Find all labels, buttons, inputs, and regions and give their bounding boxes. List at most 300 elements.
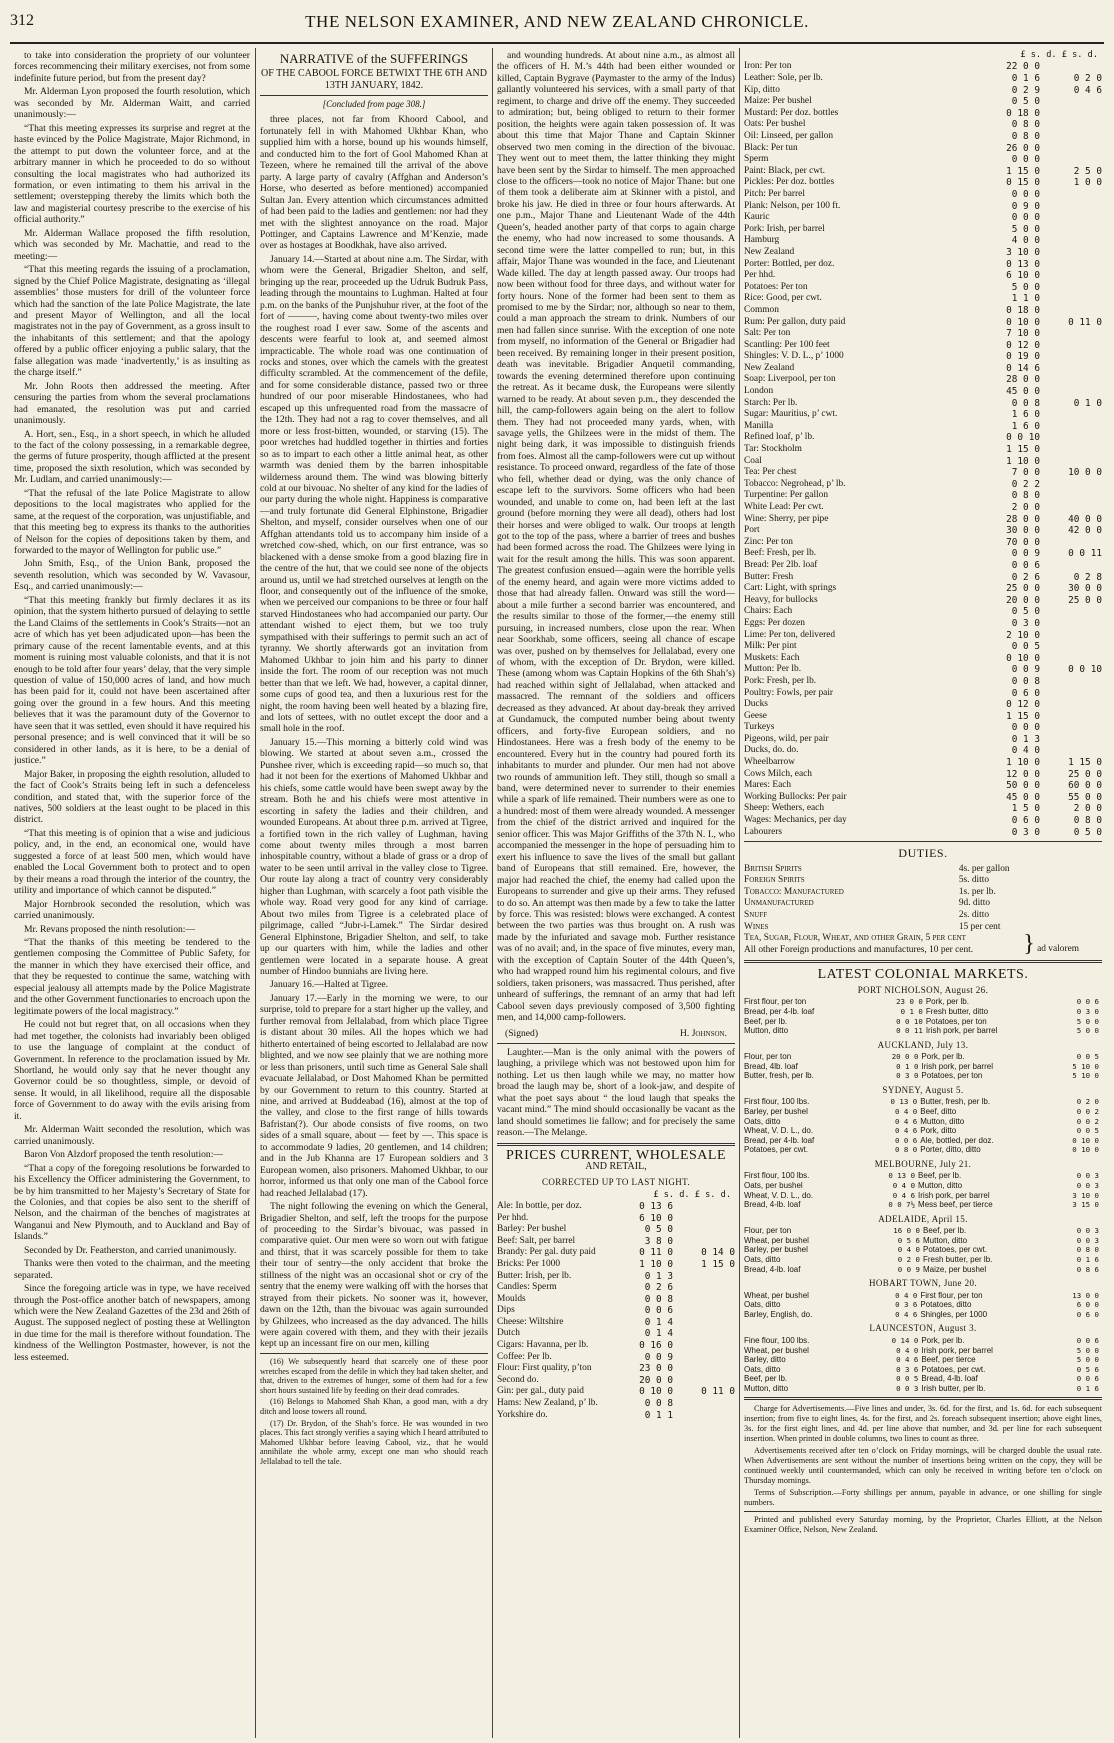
market-cell: 5 0 0 — [1076, 1345, 1099, 1355]
market-cell: 5 10 0 — [1072, 1061, 1099, 1071]
price-item: Labourers — [744, 826, 783, 837]
market-cell: 0 0 6 — [1076, 1374, 1099, 1384]
price-row — [744, 606, 1102, 618]
price-value-high — [1040, 745, 1102, 757]
market-cell: 5 0 0 — [1076, 1026, 1099, 1036]
market-row — [744, 1355, 1102, 1365]
price-value: 0 0 0 — [1011, 154, 1040, 166]
article-paragraph: John Smith, Esq., of the Union Bank, proposed the seventh resolution, which was seconded by W. Vavasour, Esq., and carried unanimously:— — [14, 558, 250, 593]
price-row — [497, 1386, 735, 1398]
price-value: 1 10 0 — [639, 1258, 673, 1270]
market-cell: 0 8 0 — [1076, 1245, 1099, 1255]
market-cell: 6 0 0 — [1076, 1300, 1099, 1310]
price-item: New Zealand — [744, 362, 795, 373]
market-cell: 23 0 0 — [896, 997, 923, 1007]
prices-title: PRICES CURRENT, WHOLESALE — [505, 1147, 727, 1163]
price-item: Pork: Fresh, per lb. — [744, 675, 817, 686]
price-row — [744, 398, 1102, 410]
price-item: Coffee: Per lb. — [497, 1351, 552, 1362]
price-row — [744, 641, 1102, 653]
price-value: 0 8 0 — [1011, 119, 1040, 131]
prices-subtitle: CORRECTED UP TO LAST NIGHT. — [541, 1177, 691, 1188]
price-item: Common — [744, 304, 779, 315]
price-row — [744, 444, 1102, 456]
price-value-high — [1040, 351, 1102, 363]
divider — [744, 1397, 1102, 1400]
market-cell: Barley, ditto — [744, 1355, 786, 1365]
market-row — [744, 1145, 1102, 1155]
price-item: Port — [744, 525, 760, 536]
price-value: 12 0 0 — [1006, 768, 1040, 780]
price-value-high — [1040, 131, 1102, 143]
market-cell: Irish pork, per barrel — [925, 1026, 998, 1036]
price-value-high — [673, 1294, 735, 1306]
price-value: 5 0 0 — [1011, 223, 1040, 235]
price-value: 0 0 8 — [644, 1398, 673, 1410]
market-cell: Potatoes, per cwt. — [923, 1245, 988, 1255]
price-row — [744, 769, 1102, 781]
price-value: 0 5 0 — [1011, 606, 1040, 618]
price-value: 0 0 9 — [1011, 664, 1040, 676]
market-cell: 0 0 5 — [896, 1374, 919, 1384]
market-row — [744, 1191, 1102, 1201]
market-cell: Bread, per 4-lb. loaf — [744, 1006, 815, 1016]
price-row — [744, 537, 1102, 549]
price-item: Milk: Per pint — [744, 641, 797, 652]
price-row — [497, 1213, 735, 1225]
duty-row — [744, 910, 1102, 922]
price-item: Rum: Per gallon, duty paid — [744, 316, 846, 327]
market-cell: 0 0 3 — [896, 1383, 919, 1393]
market-cell: Beef, per lb. — [744, 1374, 788, 1384]
price-value: 1 6 0 — [1011, 409, 1040, 421]
duty-rate: 5s. ditto — [958, 875, 990, 886]
market-cell: 0 0 6 — [894, 1135, 918, 1145]
price-item: Cheese: Wiltshire — [497, 1316, 564, 1327]
price-value: 22 0 0 — [1006, 61, 1040, 73]
price-value-high — [1040, 201, 1102, 213]
market-cell: Mutton, ditto — [923, 1235, 968, 1245]
price-value-high — [673, 1340, 735, 1352]
market-cell: 0 4 0 — [897, 1245, 920, 1255]
market-cell: First flour, 100 lbs. — [744, 1097, 810, 1107]
duty-item: Snuff — [744, 910, 768, 921]
market-cell: Pork, ditto — [920, 1126, 957, 1136]
market-cell: Fresh butter, per lb. — [923, 1255, 993, 1265]
market-cell: 0 1 6 — [1076, 1255, 1099, 1265]
market-cell: Pork, per lb. — [925, 997, 969, 1007]
footnote: (16) Belongs to Mahomed Shah Khan, a good man, with a dry ditch and loose towers all round. — [260, 1397, 488, 1416]
price-item: Rice: Good, per cwt. — [744, 293, 822, 304]
duties-title: DUTIES. — [898, 846, 948, 861]
market-row — [744, 1300, 1102, 1310]
price-value-high: 0 2 0 — [1073, 73, 1102, 85]
price-value: 23 0 0 — [639, 1363, 673, 1375]
price-value-high: 0 0 10 — [1068, 664, 1102, 676]
market-cell: Butter, fresh, per lb. — [744, 1071, 814, 1081]
market-cell: 0 3 0 — [896, 1071, 919, 1081]
duty-rate: 15 per cent — [958, 921, 1001, 932]
divider — [497, 1143, 735, 1146]
price-row — [744, 525, 1102, 537]
price-value-high: 40 0 0 — [1068, 513, 1102, 525]
price-row — [497, 1317, 735, 1329]
price-value-high — [1040, 479, 1102, 491]
price-value-high: 0 5 0 — [1073, 826, 1102, 838]
article-paragraph: Major Hornbrook seconded the resolution, which was carried unanimously. — [14, 898, 250, 922]
duty-item: Foreign Spirits — [744, 875, 805, 886]
price-item: New Zealand — [744, 246, 795, 257]
price-value-high — [1040, 119, 1102, 131]
price-row — [744, 630, 1102, 642]
price-value: 0 0 0 — [1011, 722, 1040, 734]
market-cell: Potatoes, per cwt. — [921, 1364, 986, 1374]
market-cell: Wheat, per bushel — [744, 1235, 809, 1245]
market-cell: 0 3 6 — [895, 1300, 918, 1310]
price-row — [744, 201, 1102, 213]
price-row — [744, 328, 1102, 340]
price-item: Kauric — [744, 212, 770, 223]
page-header — [0, 10, 1114, 38]
market-cell: Ale, bottled, per doz. — [920, 1135, 994, 1145]
price-row — [744, 119, 1102, 131]
duties-foreign: All other Foreign productions and manufactures, 10 per cent. — [744, 944, 974, 955]
price-value: 0 1 3 — [644, 1270, 673, 1282]
market-cell: Barley, per bushel — [744, 1245, 808, 1255]
price-item: Muskets: Each — [744, 652, 800, 663]
price-item: Shingles: V. D. L., p’ 1000 — [744, 351, 844, 362]
price-item: Scantling: Per 100 feet — [744, 339, 830, 350]
market-cell: 0 0 7½ — [888, 1200, 916, 1210]
price-row — [744, 61, 1102, 73]
price-value: 0 1 6 — [1011, 73, 1040, 85]
price-row — [744, 815, 1102, 827]
price-value-high — [1040, 630, 1102, 642]
price-value: 1 10 0 — [1006, 757, 1040, 769]
market-cell: 0 4 6 — [896, 1355, 919, 1365]
market-cell: Oats, ditto — [744, 1364, 781, 1374]
price-value: 0 2 9 — [1011, 84, 1040, 96]
price-value: 0 12 0 — [1006, 699, 1040, 711]
market-cell: 0 2 0 — [897, 1255, 920, 1265]
price-value-high — [1040, 688, 1102, 700]
price-item: Tar: Stockholm — [744, 444, 802, 455]
market-cell: 0 0 11 — [896, 1026, 923, 1036]
price-row — [744, 317, 1102, 329]
article-paragraph: “That the refusal of the late Police Magistrate to allow depositions to the local magistrates who applied for the same, at the request of the corporation, was unjustifiable, and that this meeting beg to express its thanks to the authorities of Nelson for the copies of depositions taken by them, and forwarded to the mayor of Wellington for public use.” — [14, 487, 250, 557]
price-value: 20 0 0 — [639, 1374, 673, 1386]
price-row — [744, 386, 1102, 398]
column-4 — [744, 50, 1102, 1738]
market-cell: 0 6 0 — [1076, 1309, 1099, 1319]
market-cell: 0 0 5 — [1076, 1052, 1099, 1062]
price-value-high — [673, 1410, 735, 1422]
market-table — [744, 1336, 1102, 1394]
price-value-high — [1040, 212, 1102, 224]
market-cell: 0 3 0 — [1076, 1006, 1099, 1016]
market-cell: Potatoes, per ton — [921, 1071, 983, 1081]
market-cell: Fresh butter, ditto — [925, 1006, 989, 1016]
price-row — [744, 653, 1102, 665]
price-item: Mustard: Per doz. bottles — [744, 107, 839, 118]
price-value: 1 5 0 — [1011, 803, 1040, 815]
price-value-high: 2 0 0 — [1073, 803, 1102, 815]
market-cell: 0 14 0 — [891, 1335, 919, 1345]
price-row — [744, 595, 1102, 607]
price-value: 0 0 5 — [1011, 641, 1040, 653]
market-cell: 0 10 0 — [1072, 1145, 1099, 1155]
market-cell: Bread, per 4-lb. loaf — [744, 1135, 815, 1145]
market-row — [744, 1374, 1102, 1384]
market-cell: 5 10 0 — [1072, 1071, 1099, 1081]
article-paragraph: Major Baker, in proposing the eighth resolution, alluded to the fact of Cook’s Straits being left in such a defenceless condition, and stated that, with the superior force of the natives, 500 soldiers at the least ought to be placed in this district. — [14, 768, 250, 826]
price-item: Pork: Irish, per barrel — [744, 223, 825, 234]
price-value: 3 8 0 — [644, 1235, 673, 1247]
narrative-paragraph: The night following the evening on which the General, Brigadier Shelton, and self, left the troops for the purpose of proceeding to the Sirdar’s bivouac, was passed in comparative quiet. Our men were so worn out with fatigue and thirst, that it was scarcely possible for them to take their tour of sentry—the only accident that broke the stillness of the night was an occasional shot or cry of the sentry that the enemy were walking off with the horses that strayed from their pickets. No sooner was it, however, dawn on the 12th, than the bivouac was again surrounded by Ghilzees, who increased as the day advanced. The hills were again covered with them, and they with their jezails kept up an incessant fire on our men, killing — [260, 1201, 488, 1350]
price-value-high: 1 15 0 — [1068, 757, 1102, 769]
market-cell: 13 0 0 — [1072, 1290, 1099, 1300]
price-value-high — [1040, 502, 1102, 514]
prices-currency-head: £ s. d. £ s. d. — [1020, 50, 1098, 60]
market-cell: 0 0 10 — [896, 1016, 923, 1026]
price-item: Working Bullocks: Per pair — [744, 791, 847, 802]
article-paragraph: Mr. Revans proposed the ninth resolution:— — [24, 923, 196, 935]
market-place: HOBART TOWN, June 20. — [868, 1278, 978, 1289]
market-row — [744, 1336, 1102, 1346]
duty-item: Wines — [744, 921, 769, 932]
price-item: Heavy, for bullocks — [744, 594, 818, 605]
price-value-high — [1040, 386, 1102, 398]
price-value-high: 60 0 0 — [1068, 780, 1102, 792]
market-cell: 0 0 6 — [1076, 997, 1099, 1007]
price-row — [744, 699, 1102, 711]
market-cell: 0 0 2 — [1076, 1107, 1099, 1116]
price-value: 20 0 0 — [1006, 594, 1040, 606]
market-row — [744, 1255, 1102, 1265]
price-row — [497, 1201, 735, 1213]
price-item: Potatoes: Per ton — [744, 281, 808, 292]
price-item: Coal — [744, 455, 762, 466]
market-row — [744, 1097, 1102, 1107]
price-value-high — [1040, 282, 1102, 294]
duty-rate: 2s. ditto — [958, 910, 990, 921]
price-item: Chairs: Each — [744, 606, 793, 617]
price-value: 0 15 0 — [1006, 177, 1040, 189]
footnote: (16) We subsequently heard that scarcely one of these poor wretches escaped from the defile in which they had taken shelter, and that, driven to the extremes of hunger, some of them had for a few short hours sustained life by feeding on their dead comrades. — [260, 1356, 488, 1395]
price-value-high — [1040, 490, 1102, 502]
market-cell: Mutton, ditto — [918, 1181, 963, 1191]
price-row — [744, 664, 1102, 676]
market-row — [744, 1346, 1102, 1356]
price-row — [744, 409, 1102, 421]
price-item: Lime: Per ton, delivered — [744, 629, 836, 640]
price-item: Wheelbarrow — [744, 757, 796, 768]
price-row — [744, 351, 1102, 363]
market-cell: 5 0 0 — [1076, 1355, 1099, 1365]
market-cell: Irish butter, per lb. — [921, 1383, 986, 1393]
market-row — [744, 1117, 1102, 1127]
price-value: 5 0 0 — [1011, 281, 1040, 293]
price-value: 0 5 0 — [1011, 96, 1040, 108]
price-value-high — [1040, 305, 1102, 317]
narrative-subtitle: OF THE CABOOL FORCE BETWIXT THE 6TH AND 13TH JANUARY, 1842. — [260, 68, 488, 91]
price-value-high: 10 0 0 — [1068, 467, 1102, 479]
price-row — [744, 432, 1102, 444]
market-cell: 0 0 2 — [1076, 1116, 1099, 1126]
market-cell: Flour, per ton — [744, 1052, 792, 1062]
market-row — [744, 1007, 1102, 1017]
price-value-high — [673, 1328, 735, 1340]
market-cell: 0 0 3 — [1076, 1235, 1099, 1245]
price-value-high — [673, 1224, 735, 1236]
market-row — [744, 1071, 1102, 1081]
price-item: Dips — [497, 1305, 515, 1316]
price-value-high: 42 0 0 — [1068, 525, 1102, 537]
price-value-high: 25 0 0 — [1068, 594, 1102, 606]
article-paragraph: “That a copy of the foregoing resolutions be forwarded to his Excellency the Officer administering the Government, to be by him transmitted to her Majesty’s Secretary of State for the Colonies, and that copies be also sent to the sheriff of Nelson, and the chairman of the benches of magistrates at Wanganui and New Plymouth, and to Auckland and Bay of Islands.” — [14, 1162, 250, 1243]
price-row — [497, 1271, 735, 1283]
price-value-high — [1040, 247, 1102, 259]
market-row — [744, 1200, 1102, 1210]
price-value-high — [1040, 143, 1102, 155]
price-value: 0 13 0 — [1006, 258, 1040, 270]
price-row — [497, 1328, 735, 1340]
market-cell: 5 0 0 — [1076, 1016, 1099, 1026]
market-cell: Butter, fresh, per lb. — [920, 1097, 991, 1107]
price-value: 0 0 9 — [644, 1351, 673, 1363]
prices-currency-head: £ s. d. £ s. d. — [653, 1189, 731, 1200]
price-value: 0 0 0 — [1011, 212, 1040, 224]
price-value-high — [1040, 699, 1102, 711]
price-value: 45 0 0 — [1006, 386, 1040, 398]
price-value-high — [1040, 560, 1102, 572]
market-cell: 0 4 0 — [895, 1290, 918, 1300]
price-value-high — [673, 1236, 735, 1248]
market-cell: 0 0 3 — [1076, 1181, 1099, 1191]
price-value: 0 13 6 — [639, 1200, 673, 1212]
price-row — [744, 688, 1102, 700]
price-value: 0 3 0 — [1011, 826, 1040, 838]
price-row — [744, 792, 1102, 804]
price-value: 26 0 0 — [1006, 142, 1040, 154]
market-cell: Pork, per lb. — [921, 1052, 965, 1062]
price-row — [744, 803, 1102, 815]
price-value-high — [1040, 711, 1102, 723]
price-row — [744, 270, 1102, 282]
market-cell: 0 4 0 — [894, 1107, 918, 1116]
price-row — [744, 757, 1102, 769]
market-place: PORT NICHOLSON, August 26. — [857, 984, 989, 995]
price-row — [744, 85, 1102, 97]
footnote: (17) Dr. Brydon, of the Shah’s force. He was wounded in two places. This fact strongly verifies a saying which I heard attributed to Mahomed Ukhbar before leaving Cabool, viz., that he would annihilate the whole army, except one man who should reach Jellalabad to tell the tale. — [260, 1418, 488, 1466]
duties-advalorem — [744, 933, 1102, 956]
article-paragraph: Baron Von Alzdorf proposed the tenth resolution:— — [24, 1149, 223, 1161]
price-item: Gin: per gal., duty paid — [497, 1386, 584, 1397]
price-value-high — [673, 1282, 735, 1294]
market-cell: Barley, English, do. — [744, 1309, 813, 1319]
price-value-high — [673, 1352, 735, 1364]
market-row — [744, 1062, 1102, 1072]
price-value: 0 1 3 — [1011, 733, 1040, 745]
market-cell: 0 4 6 — [895, 1309, 918, 1319]
market-row — [744, 1226, 1102, 1236]
market-cell: 0 2 0 — [1076, 1097, 1099, 1107]
article-paragraph: A. Hort, sen., Esq., in a short speech, in which he alluded to the fact of the colony possessing, in a remarkable degree, the germs of future prosperity, though afflicted at the present time, proposed the sixth resolution, which was seconded by Mr. Ludlam, and carried unanimously:— — [14, 428, 250, 486]
price-value-high — [1040, 734, 1102, 746]
price-row — [744, 560, 1102, 572]
duty-rate: 1s. per lb. — [958, 886, 996, 897]
market-cell: Irish pork, per barrel — [921, 1061, 993, 1071]
footnotes — [260, 1357, 488, 1467]
price-value-high — [673, 1305, 735, 1317]
article-paragraph: to take into consideration the propriety of our volunteer forces recommencing their military exercises, not from some indefinite future period, but from the present day? — [14, 50, 250, 84]
market-cell: Porter, ditto, ditto — [920, 1145, 981, 1155]
narrative-paragraph: January 15.—This morning a bitterly cold wind was blowing. We started at about seven a.m., crossed the Punshee river, which is exceeding rapid—so much so, that had it not been for the exertions of Mahomed Ukhbar and his chiefs, some cattle would have been swept away by the stream. Both he and his chiefs were most attentive in escorting in safety the ladies and their children, and wounded Europeans. At about three p.m. arrived at Tigree, a fortified town in the rich valley of Lughman, having come about twenty miles through a most barren inhospitable country, without a blade of grass or a drop of water to be seen until arrival in the valley close to Tigree. Our route lay along a tract of country very considerably higher than Lughman, with scarcely a foot path visible the whole way. Road very good for any kind of carriage. About two miles from Tigree is a celebrated place of pilgrimage, called “Jubr-i-Lamek.” The Sirdar desired General Elphinstone, Brigadier Shelton, and self, to take up our quarters with him, while the ladies and other gentlemen were located in a separate house. A great number of Hindoo bunniahs are living here. — [260, 736, 488, 977]
duty-rate: 9d. ditto — [958, 898, 991, 909]
price-item: Eggs: Per dozen — [744, 617, 805, 628]
price-value-high: 0 11 0 — [701, 1386, 735, 1398]
market-row — [744, 1171, 1102, 1181]
price-row — [744, 676, 1102, 688]
price-value: 0 2 6 — [644, 1282, 673, 1294]
price-row — [744, 479, 1102, 491]
signature — [505, 1028, 727, 1039]
price-item: Hams: New Zealand, p’ lb. — [497, 1398, 598, 1409]
price-value: 30 0 0 — [1006, 525, 1040, 537]
article-paragraph: Mr. Alderman Waitt seconded the resolution, which was carried unanimously. — [14, 1124, 250, 1147]
price-value: 0 10 0 — [639, 1386, 673, 1398]
price-row — [497, 1224, 735, 1236]
market-cell: 20 0 0 — [891, 1052, 919, 1062]
market-cell: 16 0 0 — [893, 1226, 920, 1236]
price-value: 7 10 0 — [1006, 328, 1040, 340]
price-value-high: 0 11 0 — [1068, 316, 1102, 328]
article-paragraph: “That the thanks of this meeting be tendered to the gentlemen composing the Committee of Public Safety, for the manner in which they have exercised their office, and that they be requested to continue the same, watching with especial jealousy all attempts made by the Police Magistrate and the other Government functionaries to encroach upon the legitimate powers of the local magistracy.” — [14, 936, 250, 1017]
laughter-item: Laughter.—Man is the only animal with the powers of laughing, a privilege which was not bestowed upon him for nothing. Let us then laugh while we may, no matter how broad the laugh may be, short of a look-jaw, and despite of what the poet says about “ the loud laugh that speaks the vacant mind.” The mind should occasionally be vacant as the land should sometimes lie fallow; and for precisely the same reason.—The Melange. — [497, 1046, 735, 1139]
price-item: Zinc: Per ton — [744, 536, 793, 547]
price-item: Flour: First quality, p’ton — [497, 1363, 592, 1374]
price-item: Second do. — [497, 1374, 539, 1385]
market-cell: First flour, 100 lbs. — [744, 1171, 810, 1181]
market-row — [744, 1126, 1102, 1136]
market-cell: 0 1 6 — [1076, 1383, 1099, 1393]
price-row — [744, 96, 1102, 108]
price-row — [744, 456, 1102, 468]
market-place: ADELAIDE, April 15. — [878, 1213, 968, 1224]
column-2-narrative — [260, 50, 488, 1738]
market-cell: 0 5 6 — [897, 1235, 920, 1245]
duty-row — [744, 898, 1102, 910]
price-value-high — [1040, 606, 1102, 618]
price-row — [744, 745, 1102, 757]
price-value-high: 0 8 0 — [1073, 815, 1102, 827]
market-cell: 0 10 0 — [1072, 1135, 1099, 1145]
article-paragraph: “That this meeting is of opinion that a wise and judicious policy, and, in the end, an economical one, would have suggested a force of at least 500 men, which would have enabled the Local Government both to protect and to open by their means a road through the interior of the country, the utility and importance of which cannot be disputed.” — [14, 827, 250, 897]
price-value-high — [1040, 618, 1102, 630]
price-item: Sheep: Wethers, each — [744, 803, 825, 814]
price-row — [497, 1340, 735, 1352]
header-rule — [10, 42, 1104, 44]
ads-charges: Charge for Advertisements.—Five lines and under, 3s. 6d. for the first, and 1s. 6d. for each subsequent insertion; from five to eight lines, 4s. for the first, and 2s. foreach subsequent insertion; above eight lines, 3s. for the first eight lines, and 4d. per line above that number, and 3d. per line for each subsequent insertion. When printed in double columns, two lines to count as three. — [744, 1404, 1102, 1444]
divider — [497, 1043, 735, 1044]
price-item: London — [744, 386, 774, 397]
market-cell: 0 8 6 — [1076, 1264, 1099, 1274]
market-cell: Beef, per lb. — [918, 1171, 962, 1181]
price-row — [744, 583, 1102, 595]
price-value-high — [1040, 374, 1102, 386]
price-value: 4 0 0 — [1011, 235, 1040, 247]
column-3 — [497, 50, 735, 1738]
